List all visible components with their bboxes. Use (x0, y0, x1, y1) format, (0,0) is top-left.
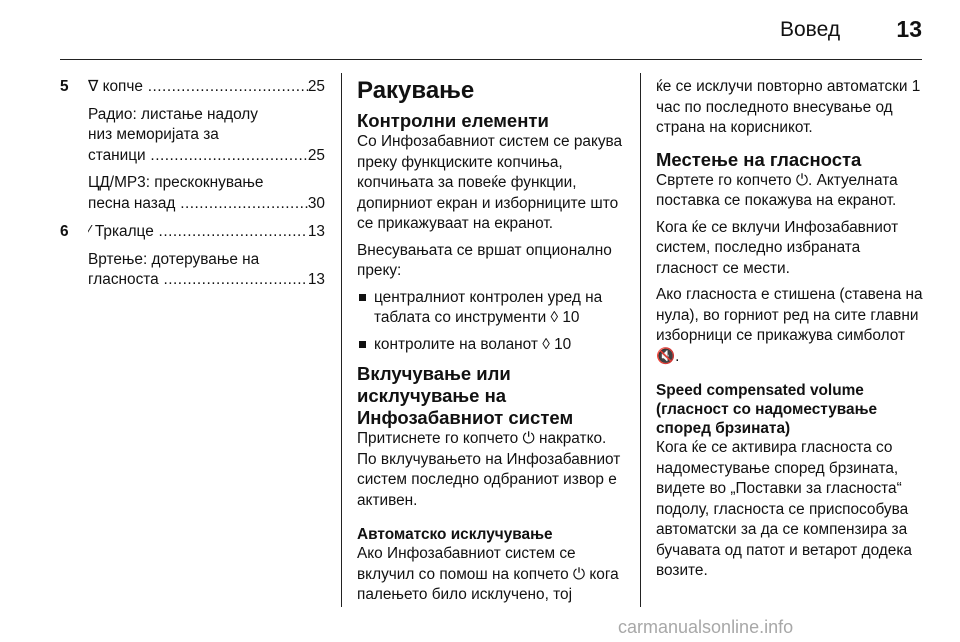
toc-line[interactable] (88, 270, 325, 291)
onoff-paragraph: Притиснете го копчето ⏻ накратко. По вклучувањето на Инфозабавниот систем последно одбраниот извор е активен. (357, 430, 621, 509)
toc-line-text: гласноста ..... (88, 270, 308, 291)
auto-off-heading: Автоматско исклучување (357, 526, 553, 543)
volume-column (656, 77, 924, 588)
list-item: централниот контролен уред на таблата со инструменти ◊ 10 (357, 288, 629, 329)
toc-line[interactable] (88, 194, 325, 215)
entry-number: 5 (60, 78, 69, 95)
toc-page-ref: 25 (307, 146, 325, 164)
volume-paragraph: Ако гласноста е стишена (ставена на нула), во горниот ред на сите главни изборници се прикажува симболот 🔇. (656, 286, 923, 365)
column-divider-right (640, 73, 641, 607)
header-rule (60, 59, 922, 60)
speed-volume-paragraph: Кога ќе се активира гласноста со надоместување според брзината, видете во „Поставки за гласноста“ подолу, гласноста се приспособува автоматски за да се компензира за бучавата од патот и ветарот додека возите. (656, 439, 912, 579)
controls-paragraph: Со Инфозабавниот систем се ракува преку функциските копчиња, копчињата за повеќе функции, допирниот екран и изборниците што се прикажуваат на екранот. (357, 133, 623, 232)
toc-entry-5 (60, 77, 325, 214)
volume-heading: Местење на гласноста (656, 148, 862, 170)
page-header-title: Вовед (780, 18, 841, 41)
continuation-paragraph: ќе се исклучи повторно автоматски 1 час по последното внесување од страна на корисникот. (656, 78, 921, 136)
toc-line[interactable] (88, 77, 325, 98)
speed-volume-heading: Speed compensated volume (гласност со надоместување според брзината) (656, 382, 878, 437)
toc-subline-prefix: ЦД/MP3: прескокнување (88, 174, 264, 191)
entry-number: 6 (60, 223, 69, 240)
toc-line[interactable] (88, 146, 325, 167)
toc-line-text: станици ..... (88, 146, 308, 167)
toc-subline-prefix: Радио: листање надолу низ меморијата за (88, 105, 258, 143)
volume-paragraph: Кога ќе се вклучи Инфозабавниот систем, последно избраната гласност се мести. (656, 218, 899, 277)
toc-column (60, 77, 325, 299)
toc-entry-6 (60, 222, 325, 291)
volume-paragraph: Свртете го копчето ⏻. Актуелната поставка се покажува на екранот. (656, 171, 898, 209)
inputs-paragraph: Внесувањата се вршат опционално преку: (357, 241, 612, 279)
toc-page-ref: 25 (307, 78, 325, 95)
toc-page-ref: 13 (307, 271, 325, 288)
toc-line[interactable] (88, 222, 325, 243)
toc-subline-prefix: Вртење: дотерување на (88, 250, 260, 268)
column-divider-left (341, 73, 342, 607)
operation-column (357, 77, 629, 612)
page-number: 13 (896, 16, 922, 42)
inputs-list (357, 288, 629, 356)
onoff-heading: Вклучување или исклучување на Инфозабавниот систем (357, 363, 574, 428)
toc-line-text: ∇ копче ..... (88, 77, 308, 98)
auto-off-paragraph: Ако Инфозабавниот систем се вклучил со помош на копчето ⏻ кога палењето било исклучено, тој (357, 545, 619, 603)
list-item: контролите на воланот ◊ 10 (357, 335, 629, 356)
section-title: Ракување (357, 77, 475, 104)
toc-page-ref: 13 (307, 223, 325, 240)
toc-line-text: песна назад ..... (88, 194, 308, 215)
controls-heading: Контролни елементи (357, 110, 549, 131)
toc-page-ref: 30 (307, 194, 325, 212)
watermark: carmanualsonline.info (618, 617, 794, 637)
toc-line-text: ⁄ Тркалце ..... (88, 222, 308, 243)
